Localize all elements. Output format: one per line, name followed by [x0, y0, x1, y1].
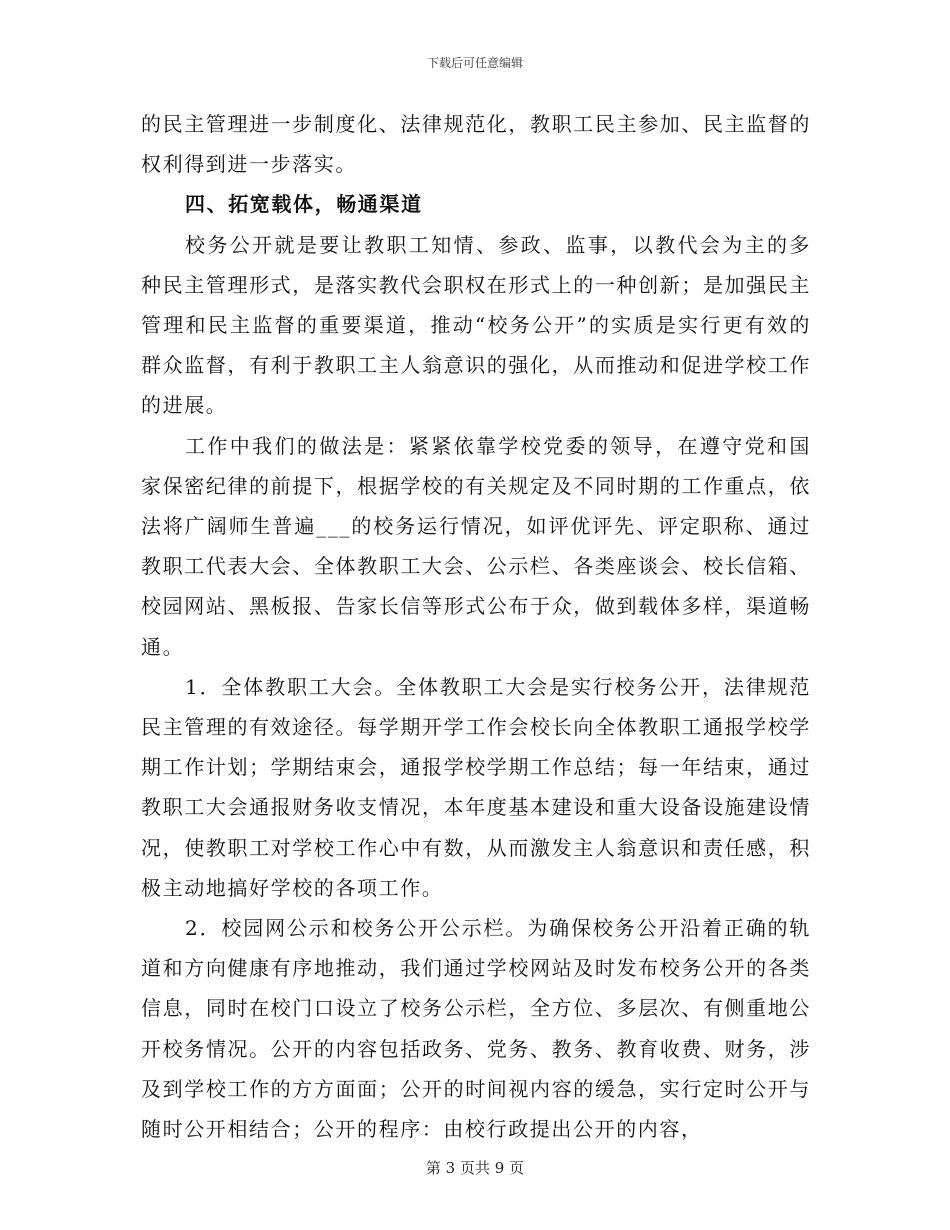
- paragraph-item-2: 2．校园网公示和校务公开公示栏。为确保校务公开沿着正确的轨道和方向健康有序地推动，我们通过学校网站及时发布校务公开的各类信息，同时在校门口设立了校务公示栏，全方位、多层次、有侧重地公开校务情况。公开的内容包括政务、党务、教务、教育收费、财务，涉及到学校工作的方方面面；公开的时间视内容的缓急，实行定时公开与随时公开相结合；公开的程序：由校行政提出公开的内容，: [141, 916, 811, 1142]
- paragraph-body: 校务公开就是要让教职工知情、参政、监事，以教代会为主的多种民主管理形式，是落实教代会职权在形式上的一种创新；是加强民主管理和民主监督的重要渠道，推动“校务公开”的实质是实行更有效的群众监督，有利于教职工主人翁意识的强化，从而推动和促进学校工作的进展。: [141, 232, 811, 418]
- paragraph-body: 工作中我们的做法是：紧紧依靠学校党委的领导，在遵守党和国家保密纪律的前提下，根据学校的有关规定及不同时期的工作重点，依法将广阔师生普遍___的校务运行情况，如评优评先、评定职称、通过教职工代表大会、全体教职工大会、公示栏、各类座谈会、校长信箱、校园网站、黑板报、告家长信等形式公布于众，做到载体多样，渠道畅通。: [141, 433, 811, 659]
- page-header: 下载后可任意编辑: [426, 56, 523, 70]
- paragraph-item-1: 1．全体教职工大会。全体教职工大会是实行校务公开，法律规范民主管理的有效途径。每学期开学工作会校长向全体教职工通报学校学期工作计划；学期结束会，通报学校学期工作总结；每一年结束，通过教职工大会通报财务收支情况，本年度基本建设和重大设备设施建设情况，使教职工对学校工作心中有数，从而激发主人翁意识和责任感，积极主动地搞好学校的各项工作。: [141, 674, 811, 900]
- document-body: [141, 104, 811, 1149]
- paragraph-continuation: 的民主管理进一步制度化、法律规范化，教职工民主参加、民主监督的权利得到进一步落实。: [141, 112, 811, 177]
- page-footer: 第 3 页共 9 页: [425, 1159, 525, 1177]
- section-heading: 四、拓宽载体，畅通渠道: [185, 192, 423, 217]
